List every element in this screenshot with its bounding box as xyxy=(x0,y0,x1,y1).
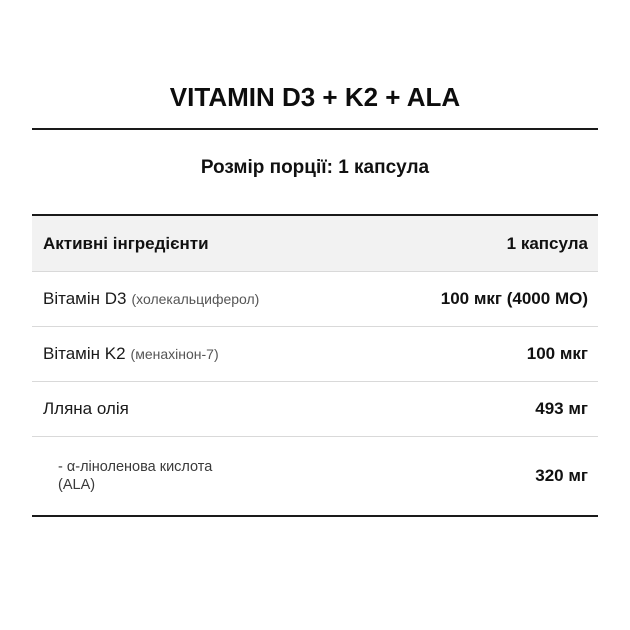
product-title: VITAMIN D3 + K2 + ALA xyxy=(169,82,461,112)
ingredient-name: Вітамін K2 xyxy=(43,344,126,363)
supplement-facts-table xyxy=(32,216,598,515)
ingredient-amount: 100 мкг (4000 МО) xyxy=(440,289,588,308)
ingredient-amount: 493 мг xyxy=(535,399,588,418)
table-row-vitamin-d3 xyxy=(32,272,598,327)
table-row-flaxseed-oil xyxy=(32,382,598,437)
sub-ingredient-line1: - α-ліноленова кислота xyxy=(58,459,213,475)
table-row-ala xyxy=(32,437,598,515)
ingredient-note: (холекальциферол) xyxy=(131,291,260,307)
header-ingredients-label: Активні інгредієнти xyxy=(43,233,209,253)
ingredient-cell xyxy=(43,272,259,326)
serving-size: Розмір порції: 1 капсула xyxy=(200,157,430,178)
top-divider xyxy=(32,128,598,130)
table-row-vitamin-k2 xyxy=(32,327,598,382)
ingredient-amount: 100 мкг xyxy=(526,344,588,363)
ingredient-cell xyxy=(43,327,219,381)
ingredient-note: (менахінон-7) xyxy=(130,346,219,362)
ingredient-cell xyxy=(43,382,129,436)
ingredient-name: Лляна олія xyxy=(43,399,129,418)
ingredient-name: Вітамін D3 xyxy=(43,289,127,308)
sub-ingredient-name xyxy=(58,458,298,494)
header-serving-label: 1 капсула xyxy=(506,233,588,253)
sub-ingredient-line2: (ALA) xyxy=(58,477,96,493)
table-header-row xyxy=(32,216,598,272)
bottom-divider xyxy=(32,515,598,517)
ingredient-amount: 320 мг xyxy=(535,466,588,485)
